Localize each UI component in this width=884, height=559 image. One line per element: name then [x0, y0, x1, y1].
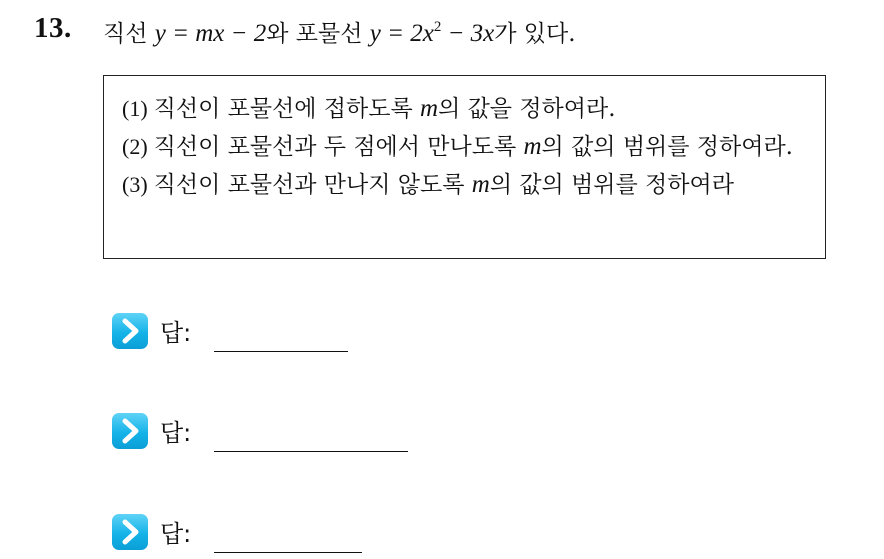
subquestion-text: 직선이 포물선과 만나지 않도록 — [153, 172, 465, 198]
answer-label: 답: — [160, 319, 192, 347]
subquestion-box — [103, 75, 826, 259]
subquestion-number: (1) — [122, 96, 148, 121]
answer-blank[interactable] — [214, 552, 362, 553]
subquestion-text: 직선이 포물선과 두 점에서 만나도록 — [153, 134, 517, 160]
subquestion-number: (3) — [122, 172, 148, 197]
parabola-eq-base: y = 2x — [369, 20, 434, 47]
subquestion-text: 의 값을 정하여라. — [438, 96, 616, 122]
subquestion-2 — [122, 128, 807, 166]
answer-label: 답: — [160, 419, 192, 447]
subquestion-1 — [122, 90, 807, 128]
subquestion-3 — [122, 166, 807, 204]
parabola-eq-tail: − 3x — [441, 20, 495, 47]
question-stem — [103, 15, 576, 48]
subquestion-number: (2) — [122, 134, 148, 159]
answer-blank[interactable] — [214, 351, 348, 352]
parabola-exponent: 2 — [433, 19, 442, 35]
chevron-right-icon — [112, 514, 148, 550]
stem-prefix: 직선 — [103, 21, 148, 47]
question-number: 13. — [34, 12, 72, 44]
variable-m: m — [471, 171, 490, 198]
parabola-equation — [370, 20, 495, 47]
subquestion-text: 의 값의 범위를 정하여라. — [541, 134, 793, 160]
variable-m: m — [420, 95, 439, 122]
stem-suffix: 가 있다. — [494, 21, 576, 47]
answer-blank[interactable] — [214, 451, 408, 452]
subquestion-text: 의 값의 범위를 정하여라 — [489, 172, 734, 198]
stem-mid: 와 포물선 — [266, 21, 363, 47]
answer-label: 답: — [160, 520, 192, 548]
chevron-right-icon — [112, 313, 148, 349]
variable-m: m — [523, 133, 542, 160]
subquestion-text: 직선이 포물선에 접하도록 — [153, 96, 413, 122]
chevron-right-icon — [112, 413, 148, 449]
line-equation: y = mx − 2 — [154, 20, 267, 47]
